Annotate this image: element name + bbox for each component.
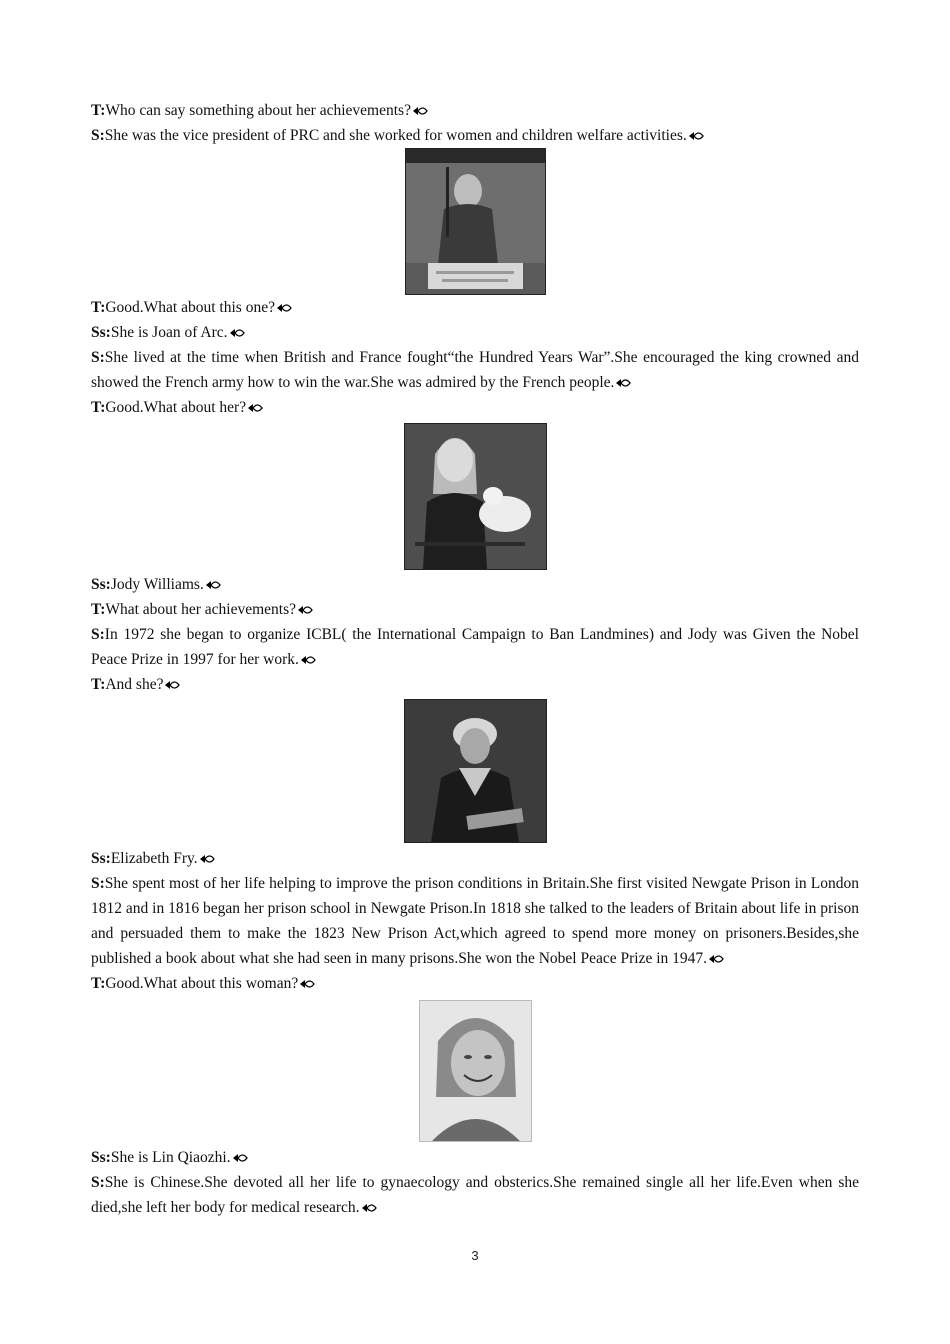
paragraph-mark-icon [164, 680, 181, 690]
paragraph-mark-icon [276, 303, 293, 313]
figure-jody-williams [91, 423, 859, 570]
lin-qiaozhi-photo-image [419, 1000, 532, 1142]
dialogue-line: T:Good.What about her? [91, 395, 859, 420]
paragraph-mark-icon [232, 1153, 249, 1163]
dialogue-line: T:What about her achievements? [91, 597, 859, 622]
paragraph-mark-icon [297, 605, 314, 615]
dialogue-line: Ss:She is Lin Qiaozhi. [91, 1145, 859, 1170]
dialogue-line: S:She was the vice president of PRC and she worked for women and children welfare activities. [91, 123, 859, 148]
paragraph-mark-icon [299, 979, 316, 989]
paragraph-mark-icon [300, 655, 317, 665]
paragraph-mark-icon [361, 1203, 378, 1213]
dialogue-line: Ss:Jody Williams. [91, 572, 859, 597]
jody-williams-photo-image [404, 423, 547, 570]
paragraph-mark-icon [229, 328, 246, 338]
paragraph-mark-icon [688, 131, 705, 141]
paragraph-mark-icon [412, 106, 429, 116]
dialogue-line: S:She spent most of her life helping to improve the prison conditions in Britain.She first visited Newgate Prison in London 1812 and in 1816 began her prison school in Newgate Prison.In 1818 she talked to the leaders of Britain about life in prison and persuaded them to make the 1823 New Prison Act,which agreed to spend more money on prisoners.Besides,she published a book about what she had seen in many prisons.She won the Nobel Peace Prize in 1947. [91, 875, 859, 967]
dialogue-line: S:She lived at the time when British and France fought“the Hundred Years War”.She encouraged the king crowned and showed the French army how to win the war.She was admired by the French people. [91, 349, 859, 391]
figure-elizabeth-fry [91, 699, 859, 843]
figure-joan-of-arc [91, 148, 859, 295]
dialogue-line: T:Who can say something about her achievements? [91, 98, 859, 123]
dialogue-line: Ss:She is Joan of Arc. [91, 320, 859, 345]
joan-of-arc-poster-image [405, 148, 546, 295]
paragraph-mark-icon [615, 378, 632, 388]
paragraph-mark-icon [199, 854, 216, 864]
figure-lin-qiaozhi [91, 1000, 859, 1142]
paragraph-mark-icon [247, 403, 264, 413]
dialogue-line: T:Good.What about this one? [91, 295, 859, 320]
dialogue-line: S:In 1972 she began to organize ICBL( the International Campaign to Ban Landmines) and Jody was Given the Nobel Peace Prize in 1997 for her work. [91, 626, 859, 668]
paragraph-mark-icon [708, 954, 725, 964]
elizabeth-fry-portrait-image [404, 699, 547, 843]
paragraph-mark-icon [205, 580, 222, 590]
dialogue-line: S:She is Chinese.She devoted all her life to gynaecology and obsterics.She remained single all her life.Even when she died,she left her body for medical research. [91, 1174, 859, 1216]
dialogue-line: T:And she? [91, 672, 859, 697]
dialogue-line: Ss:Elizabeth Fry. [91, 846, 859, 871]
page-number: 3 [471, 1248, 479, 1263]
dialogue-line: T:Good.What about this woman? [91, 971, 859, 996]
document-body [91, 98, 859, 1220]
